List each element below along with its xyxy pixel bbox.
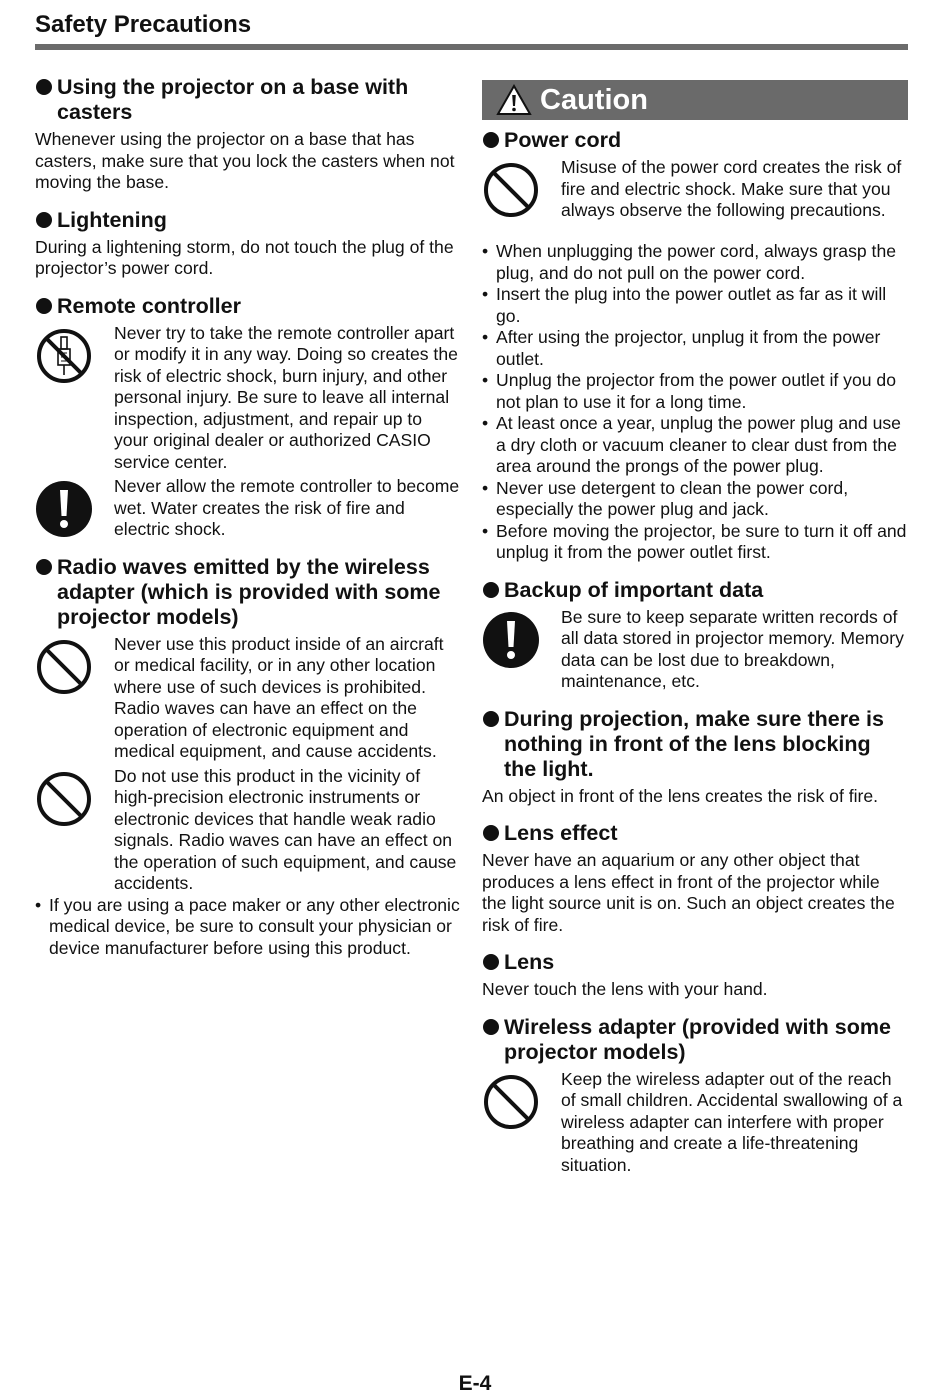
warning-item <box>482 157 908 241</box>
warning-text: Misuse of the power cord creates the risk of fire and electric shock. Make sure that you always observe the following precautions. <box>561 157 902 220</box>
caution-banner <box>482 80 908 120</box>
list-item: • At least once a year, unplug the power plug and use a dry cloth or vacuum cleaner to clear dust from the area around the prongs of the power plug. <box>482 413 908 478</box>
list-item: • Insert the plug into the power outlet as far as it will go. <box>482 284 908 327</box>
warning-item <box>35 766 460 895</box>
section-text: Never have an aquarium or any other object that produces a lens effect in front of the projector while the light source unit is on. Such an object creates the risk of fire. <box>482 850 895 935</box>
warning-text: Never allow the remote controller to become wet. Water creates the risk of fire and electric shock. <box>114 476 460 539</box>
prohibited-icon <box>482 1073 540 1131</box>
warning-text: Be sure to keep separate written records of all data stored in projector memory. Memory data can be lost due to breakdown, maintenance, etc. <box>561 606 904 691</box>
prohibited-icon <box>35 770 93 828</box>
section-heading: Wireless adapter (provided with some projector models) <box>482 1015 908 1065</box>
warning-item <box>482 607 908 693</box>
bullet-list <box>35 895 460 960</box>
page-header <box>35 10 908 40</box>
section-heading: Using the projector on a base with casters <box>35 75 460 125</box>
bullet-dot-icon <box>483 582 499 598</box>
bullet-dot-icon <box>483 711 499 727</box>
list-item: • Unplug the projector from the power outlet if you do not plan to use it for a long time. <box>482 370 908 413</box>
section-remote-controller <box>35 294 460 541</box>
list-item: • If you are using a pace maker or any other electronic medical device, be sure to consult your physician or device manufacturer before using this product. <box>35 895 460 960</box>
bullet-list <box>482 241 908 564</box>
list-item: • Before moving the projector, be sure to turn it off and unplug it from the power outlet first. <box>482 521 908 564</box>
section-casters <box>35 75 460 194</box>
header-rule <box>35 44 908 50</box>
bullet-dot-icon <box>483 1019 499 1035</box>
warning-item <box>35 476 460 541</box>
section-heading: Remote controller <box>35 294 460 319</box>
section-text: Never touch the lens with your hand. <box>482 979 768 999</box>
section-projection <box>482 707 908 808</box>
section-heading: Power cord <box>482 128 908 153</box>
section-wireless-adapter <box>482 1015 908 1177</box>
warning-item <box>35 323 460 474</box>
section-lightening <box>35 208 460 280</box>
bullet-dot-icon <box>36 212 52 228</box>
mandatory-action-icon <box>482 611 540 669</box>
warning-item <box>482 1069 908 1177</box>
section-radio-waves <box>35 555 460 960</box>
section-lens <box>482 950 908 1001</box>
warning-text: Keep the wireless adapter out of the reach of small children. Accidental swallowing of a wireless adapter can interfere with proper breathing and create a life-threatening situation. <box>561 1068 903 1175</box>
bullet-dot-icon <box>483 132 499 148</box>
no-disassembly-icon <box>35 327 93 385</box>
prohibited-icon <box>35 638 93 696</box>
section-text: An object in front of the lens creates the risk of fire. <box>482 785 879 806</box>
warning-triangle-icon <box>496 84 532 116</box>
bullet-dot-icon <box>483 825 499 841</box>
bullet-dot-icon <box>36 559 52 575</box>
section-heading: Backup of important data <box>482 578 908 603</box>
section-heading: Lens effect <box>482 821 908 846</box>
warning-item <box>35 634 460 763</box>
right-column <box>482 75 908 1190</box>
prohibited-icon <box>482 161 540 219</box>
list-item: • After using the projector, unplug it from the power outlet. <box>482 327 908 370</box>
section-heading: Lens <box>482 950 908 975</box>
list-item: • Never use detergent to clean the power cord, especially the power plug and jack. <box>482 478 908 521</box>
bullet-dot-icon <box>483 954 499 970</box>
section-heading: Radio waves emitted by the wireless adapter (which is provided with some projector models) <box>35 555 460 630</box>
mandatory-action-icon <box>35 480 93 538</box>
warning-text: Never try to take the remote controller apart or modify it in any way. Doing so creates the risk of electric shock, burn injury, and other personal injury. Be sure to leave all internal inspection, adjustment, and repair up to your original dealer or authorized CASIO service center. <box>114 322 458 472</box>
left-column <box>35 75 460 973</box>
page-title: Safety Precautions <box>35 11 252 38</box>
bullet-dot-icon <box>36 298 52 314</box>
section-text: During a lightening storm, do not touch the plug of the projector’s power cord. <box>35 236 454 278</box>
warning-text: Never use this product inside of an aircraft or medical facility, or in any other location where use of such devices is prohibited. Radio waves can have an effect on the operation of electronic equipment and medical equipment, and cause accidents. <box>114 633 444 761</box>
section-power-cord <box>482 128 908 564</box>
section-text: Whenever using the projector on a base that has casters, make sure that you lock the casters when not moving the base. <box>35 129 455 192</box>
warning-text: Do not use this product in the vicinity of high-precision electronic instruments or electronic devices that handle weak radio signals. Radio waves can have an effect on the operation of such equipment, and cause accidents. <box>114 765 457 893</box>
section-heading: Lightening <box>35 208 460 233</box>
bullet-dot-icon <box>36 79 52 95</box>
caution-label: Caution <box>540 83 648 116</box>
list-item: • When unplugging the power cord, always grasp the plug, and do not pull on the power cord. <box>482 241 908 284</box>
section-heading: During projection, make sure there is nothing in front of the lens blocking the light. <box>482 707 908 782</box>
section-backup <box>482 578 908 693</box>
page-number: E-4 <box>458 1372 492 1395</box>
section-lens-effect <box>482 821 908 936</box>
